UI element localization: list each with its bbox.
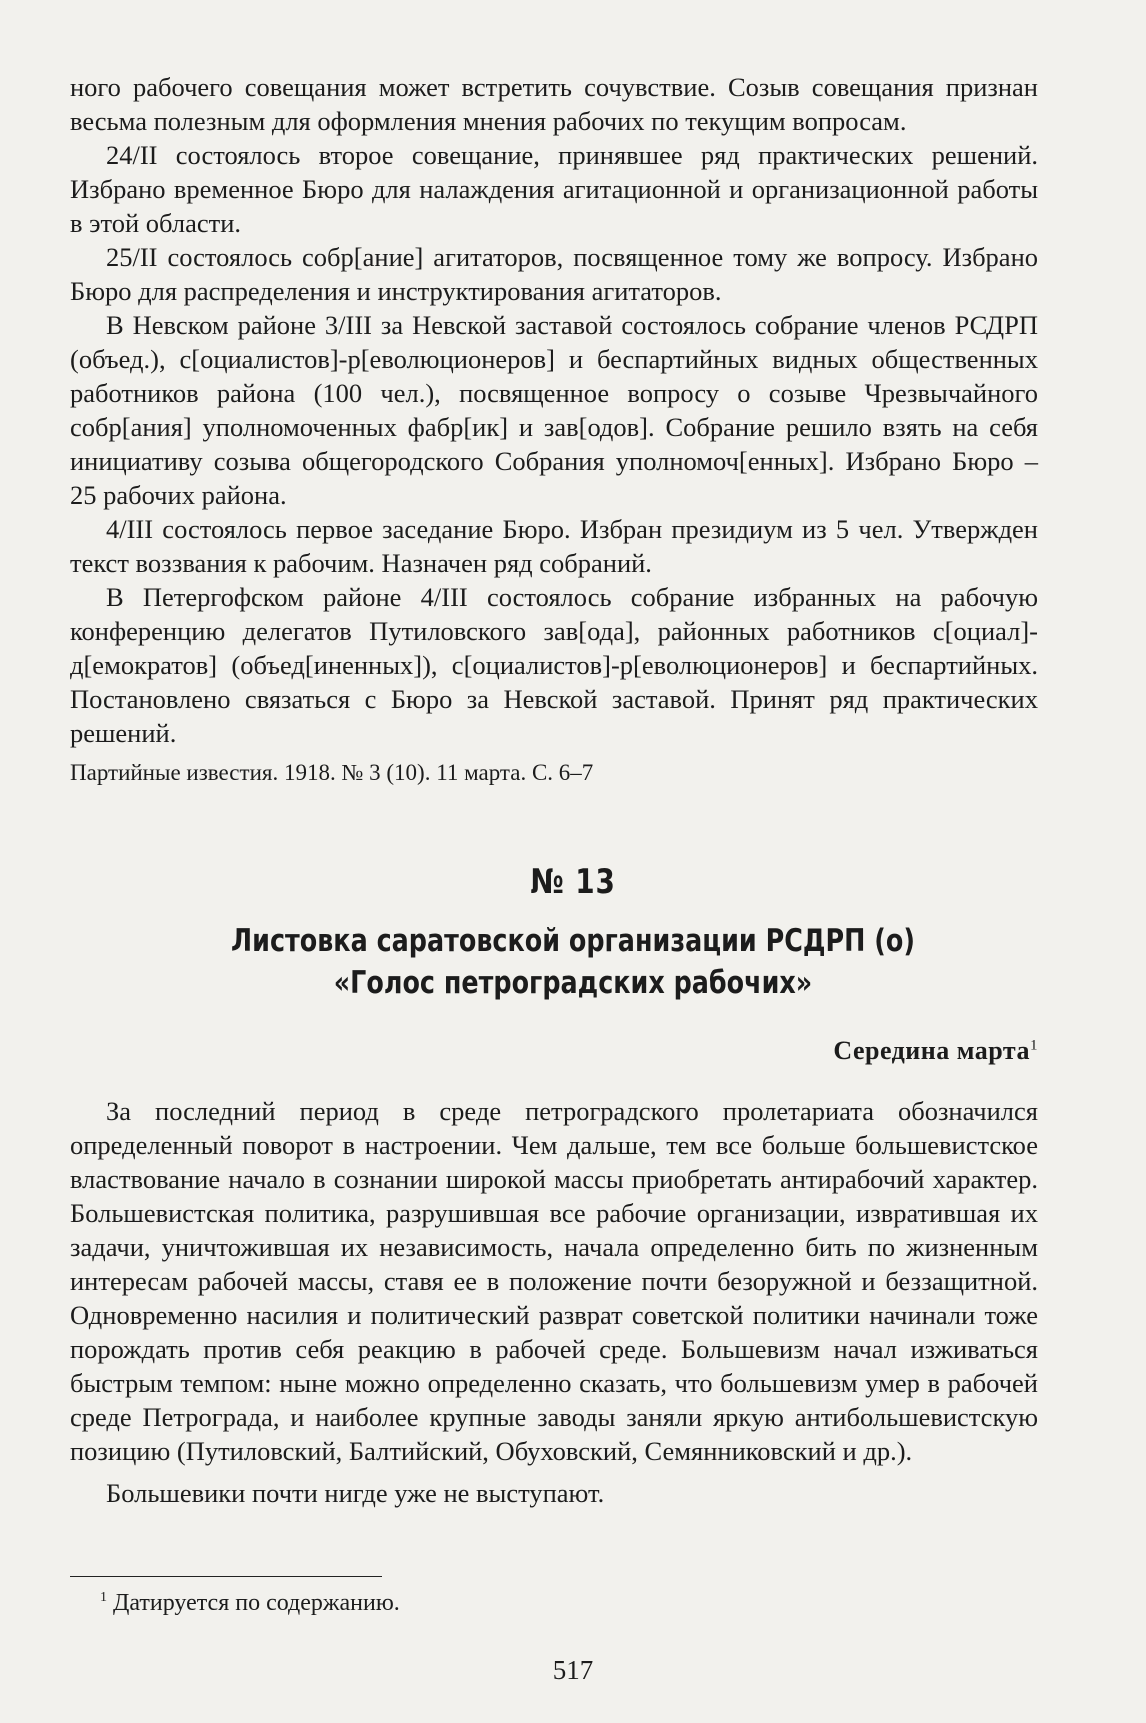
document-number: № 13 — [530, 862, 616, 902]
footnote-mark: 1 — [100, 1590, 107, 1605]
paragraph: За последний период в среде петроградского пролетариата обозначился определенный поворот в настроении. Чем дальше, тем все больше большевистское властвование начало в сознании широкой массы приобретать антирабочий характер. Большевистская политика, разрушившая все рабочие организации, извратившая их задачи, уничтожившая их независимость, начала определенно бить по жизненным интересам рабочей массы, ставя ее в положение почти безоружной и беззащитной. Одновременно насилия и политический разврат советской политики начинали тоже порождать против себя реакцию в рабочей среде. Большевизм начал изживаться быстрым темпом: ныне можно определенно сказать, что большевизм умер в рабочей среде Петрограда, и наиболее крупные заводы заняли яркую антибольшевистскую позицию (Путиловский, Балтийский, Обуховский, Семянниковский и др.). — [70, 1096, 1038, 1466]
document-title-line: Листовка саратовской организации РСДРП (о) — [231, 923, 915, 959]
paragraph: ного рабочего совещания может встретить сочувствие. Созыв совещания признан весьма полезным для оформления мнения рабочих по текущим вопросам. — [70, 72, 1038, 136]
paragraph: 24/II состоялось второе совещание, принявшее ряд практических решений. Избрано временное Бюро для налаждения агитационной и организационной работы в этой области. — [70, 140, 1038, 238]
document-date — [833, 1036, 1038, 1066]
document-title — [103, 920, 1043, 1004]
body-text-bottom — [70, 1094, 1038, 1510]
body-text-top — [70, 70, 1038, 750]
source-citation: Партийные известия. 1918. № 3 (10). 11 марта. С. 6–7 — [70, 760, 594, 785]
footnote-text: Датируется по содержанию. — [113, 1590, 400, 1616]
paragraph: В Петергофском районе 4/III состоялось собрание избранных на рабочую конференцию делегатов Путиловского зав[ода], районных работников с[оциал]-д[емократов] (объед[иненных]), с[оциалистов]-р[еволюционеров] и беспартийных. Постановлено связаться с Бюро за Невской заставой. Принят ряд практических решений. — [70, 582, 1038, 748]
date-text: Середина марта — [833, 1036, 1030, 1065]
paragraph: В Невском районе 3/III за Невской заставой состоялось собрание членов РСДРП (объед.), с[оциалистов]-р[еволюционеров] и беспартийных видных общественных работников района (100 чел.), посвященное вопросу о созыве Чрезвычайного собр[ания] уполномоченных фабр[ик] и зав[одов]. Собрание решило взять на себя инициативу созыва общегородского Собрания уполномоч[енных]. Избрано Бюро – 25 рабочих района. — [70, 310, 1038, 510]
footnote-reference: 1 — [1030, 1037, 1038, 1054]
page-number: 517 — [552, 1655, 594, 1685]
footnote — [100, 1582, 400, 1619]
paragraph: 4/III состоялось первое заседание Бюро. Избран президиум из 5 чел. Утвержден текст воззвания к рабочим. Назначен ряд собраний. — [70, 514, 1038, 578]
footnote-divider — [70, 1576, 382, 1577]
paragraph: 25/II состоялось собр[ание] агитаторов, посвященное тому же вопросу. Избрано Бюро для распределения и инструктирования агитаторов. — [70, 242, 1038, 306]
paragraph: Большевики почти нигде уже не выступают. — [106, 1478, 605, 1508]
document-title-line: «Голос петроградских рабочих» — [333, 965, 813, 1001]
